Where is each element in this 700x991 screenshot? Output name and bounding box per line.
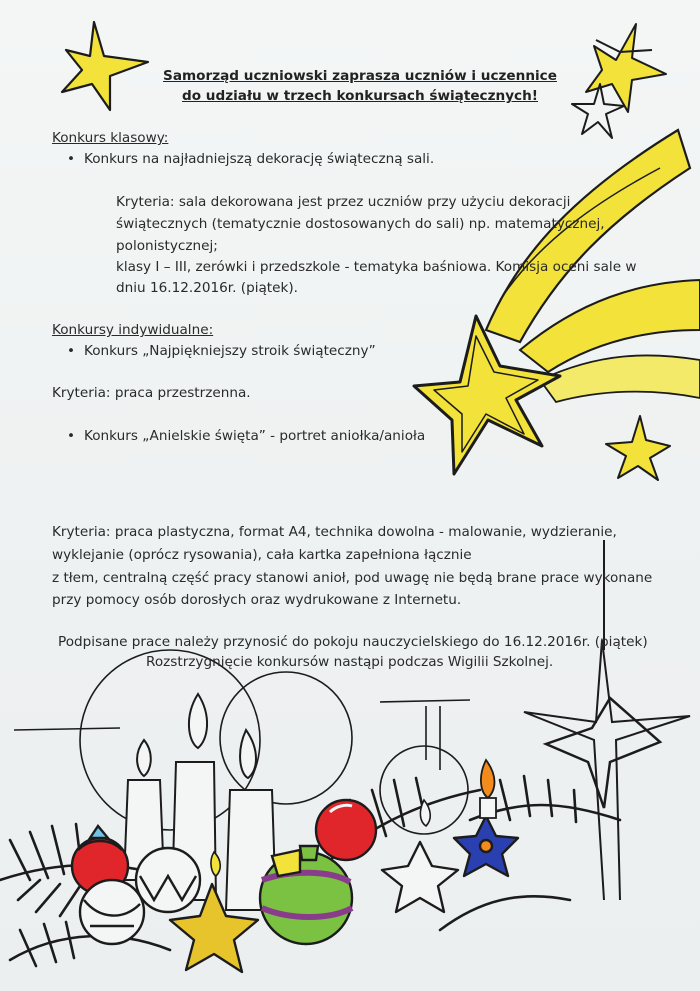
results-note: Rozstrzygnięcie konkursów nastąpi podczas Wigilii Szkolnej. (146, 654, 554, 670)
class-contest-header: Konkurs klasowy: (52, 130, 169, 146)
angel-criteria-line: przy pomocy osób dorosłych oraz wydrukowane z Internetu. (52, 592, 462, 608)
class-criteria-line: świątecznych (tematycznie dostosowanych do sali) np. matematycznej, (116, 216, 605, 232)
individual-criteria: Kryteria: praca przestrzenna. (52, 385, 251, 401)
star-icon (586, 24, 666, 112)
class-contest-item: • Konkurs na najładniejszą dekorację świąteczną sali. (84, 149, 434, 169)
class-criteria-line: Kryteria: sala dekorowana jest przez uczniów przy użyciu dekoracji (116, 194, 571, 210)
class-criteria-line: polonistycznej; (116, 238, 218, 254)
class-criteria-line: klasy I – III, zerówki i przedszkole - tematyka baśniowa. Komisja oceni sale w (116, 259, 637, 275)
star-icon (382, 816, 518, 912)
heading-line-2: do udziału w trzech konkursach świątecznych! (182, 88, 538, 104)
angel-criteria-line: Kryteria: praca plastyczna, format A4, technika dowolna - malowanie, wydzieranie, (52, 524, 617, 540)
submission-note: Podpisane prace należy przynosić do pokoju nauczycielskiego do 16.12.2016r. (piątek) (58, 634, 648, 650)
angel-criteria-line: wyklejanie (oprócz rysowania), cała kartka zapełniona łącznie (52, 547, 472, 563)
class-criteria-line: dniu 16.12.2016r. (piątek). (116, 280, 299, 296)
individual-contest-item: • Konkurs „Najpiękniejszy stroik świąteczny” (84, 341, 376, 361)
heading-line-1: Samorząd uczniowski zaprasza uczniów i uczennice (163, 68, 557, 84)
candle-icon (420, 760, 496, 826)
individual-contests-header: Konkursy indywidualne: (52, 322, 214, 338)
shooting-star-icon (414, 130, 700, 474)
angel-criteria-line: z tłem, centralną część pracy stanowi anioł, pod uwagę nie będą brane prace wykonane (52, 570, 653, 586)
individual-contest-item: • Konkurs „Anielskie święta” - portret aniołka/anioła (84, 426, 425, 446)
star-icon (524, 540, 690, 900)
star-icon (606, 416, 670, 480)
